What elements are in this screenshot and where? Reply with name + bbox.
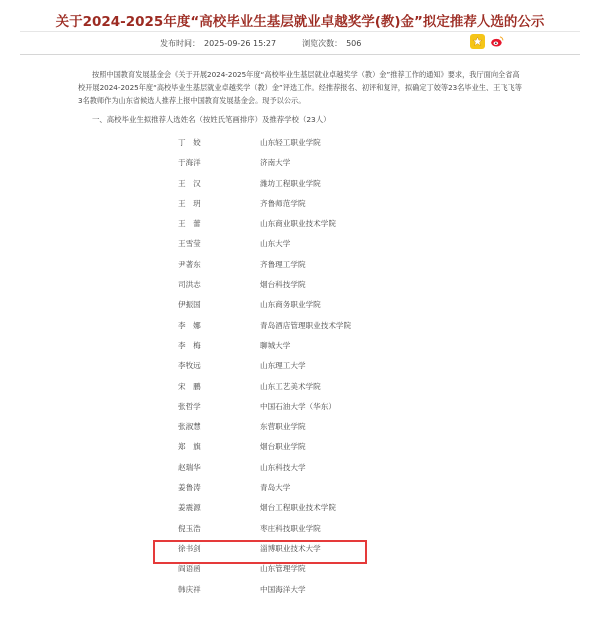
candidate-row: [0, 376, 600, 396]
candidate-school: 齐鲁师范学院: [260, 198, 306, 208]
candidate-school: 山东管理学院: [260, 564, 306, 574]
highlight-box: [153, 540, 367, 564]
candidate-name: 司洪志: [178, 280, 201, 290]
candidate-name: 张哲学: [178, 401, 201, 411]
views-count: 506: [346, 39, 362, 48]
candidate-row: [0, 132, 600, 152]
candidate-school: 潍坊工程职业学院: [260, 178, 321, 188]
candidate-name: 徐书剑: [178, 543, 201, 553]
candidate-row: [0, 294, 600, 314]
candidate-school: 山东科技大学: [260, 462, 306, 472]
candidate-name: 王 玥: [178, 198, 201, 208]
candidate-school: 青岛酒店管理职业技术学院: [260, 320, 352, 330]
candidate-row: [0, 315, 600, 335]
candidate-name: 倪玉浩: [178, 523, 201, 533]
candidate-row: [0, 173, 600, 193]
title-divider: [20, 31, 580, 32]
candidate-name: 姜震源: [178, 503, 201, 513]
publish-time: 2025-09-26 15:27: [204, 39, 277, 48]
candidate-name: 王 蕾: [178, 219, 201, 229]
candidate-school: 青岛大学: [260, 483, 291, 493]
candidate-school: 聊城大学: [260, 340, 291, 350]
candidate-name: 郑 旗: [178, 442, 201, 452]
candidate-school: 山东商务职业学院: [260, 300, 321, 310]
candidate-name: 李牧远: [178, 361, 201, 371]
candidate-row: [0, 193, 600, 213]
candidate-school: 烟台职业学院: [260, 442, 306, 452]
candidate-row: [0, 416, 600, 436]
candidate-row: [0, 254, 600, 274]
candidate-school: 中国石油大学（华东）: [260, 401, 336, 411]
candidate-row: [0, 457, 600, 477]
views-label: 浏览次数：: [302, 39, 343, 48]
share-bar: [470, 34, 504, 49]
candidate-row: [0, 233, 600, 253]
candidate-name: 尹著东: [178, 259, 201, 269]
candidate-school: 中国海洋大学: [260, 584, 306, 594]
candidate-row: [0, 477, 600, 497]
candidate-school: 山东轻工职业学院: [260, 138, 321, 147]
candidate-school: 烟台工程职业技术学院: [260, 503, 336, 513]
candidate-row: [0, 213, 600, 233]
candidate-school: 枣庄科技职业学院: [260, 523, 321, 533]
qzone-star-icon[interactable]: [470, 34, 485, 49]
weibo-icon[interactable]: [489, 34, 504, 49]
candidate-school: 烟台科技学院: [260, 280, 306, 290]
candidate-name: 伊振国: [178, 300, 201, 310]
candidate-row: [0, 497, 600, 517]
candidate-school: 山东商业职业技术学院: [260, 219, 336, 229]
candidate-name: 韩庆祥: [178, 584, 201, 594]
candidate-row: [0, 274, 600, 294]
candidate-row-highlighted: [0, 518, 600, 538]
section-heading: 一、高校毕业生拟推荐人选姓名（按姓氏笔画排序）及推荐学校（23人）: [92, 115, 331, 124]
candidate-name: 姜鲁涛: [178, 483, 201, 493]
candidate-name: 宋 鹏: [178, 381, 201, 391]
page-title: 关于2024-2025年度“高校毕业生基层就业卓越奖学(教)金”拟定推荐人选的公示: [55, 14, 545, 30]
candidate-school: 山东大学: [260, 239, 291, 249]
candidate-name: 赵瑞华: [178, 462, 201, 472]
candidate-school: 齐鲁理工学院: [260, 259, 306, 269]
candidate-name: 王 汉: [178, 178, 201, 188]
publish-time-label: 发布时间：: [160, 39, 200, 48]
candidate-row: [0, 335, 600, 355]
candidate-row: [0, 436, 600, 456]
candidate-name: 丁 姣: [178, 138, 201, 147]
candidate-row: [0, 396, 600, 416]
candidate-school: 济南大学: [260, 158, 291, 168]
intro-paragraph: 按照中国教育发展基金会《关于开展2024-2025年度“高校毕业生基层就业卓越奖学（教）金”推荐工作的通知》要求，我厅面向全省高校开展2024-2025年度“高校毕业生基层就业卓越奖学（教）金”评选工作。经推荐报名、初评和复评，拟确定丁姣等23名毕业生、王飞飞等3名教师作为山东省候选人推荐上报中国教育发展基金会。现予以公示。: [78, 70, 522, 105]
candidate-school: 山东理工大学: [260, 361, 306, 371]
candidate-name: 于海洋: [178, 158, 201, 168]
candidate-row: [0, 355, 600, 375]
candidate-name: 李 娜: [178, 320, 201, 330]
candidate-row: [0, 152, 600, 172]
meta-divider: [20, 54, 580, 55]
candidate-school: 山东工艺美术学院: [260, 381, 321, 391]
candidate-name: 李 梅: [178, 340, 201, 350]
candidate-name: 阎语函: [178, 564, 201, 574]
candidate-school: 淄博职业技术大学: [260, 543, 321, 553]
candidate-school: 东营职业学院: [260, 422, 306, 432]
candidate-list: [0, 132, 600, 599]
article-meta: [160, 38, 365, 49]
candidate-name: 张淑慧: [178, 422, 201, 432]
candidate-row: [0, 579, 600, 599]
candidate-name: 王雪莹: [178, 239, 201, 249]
